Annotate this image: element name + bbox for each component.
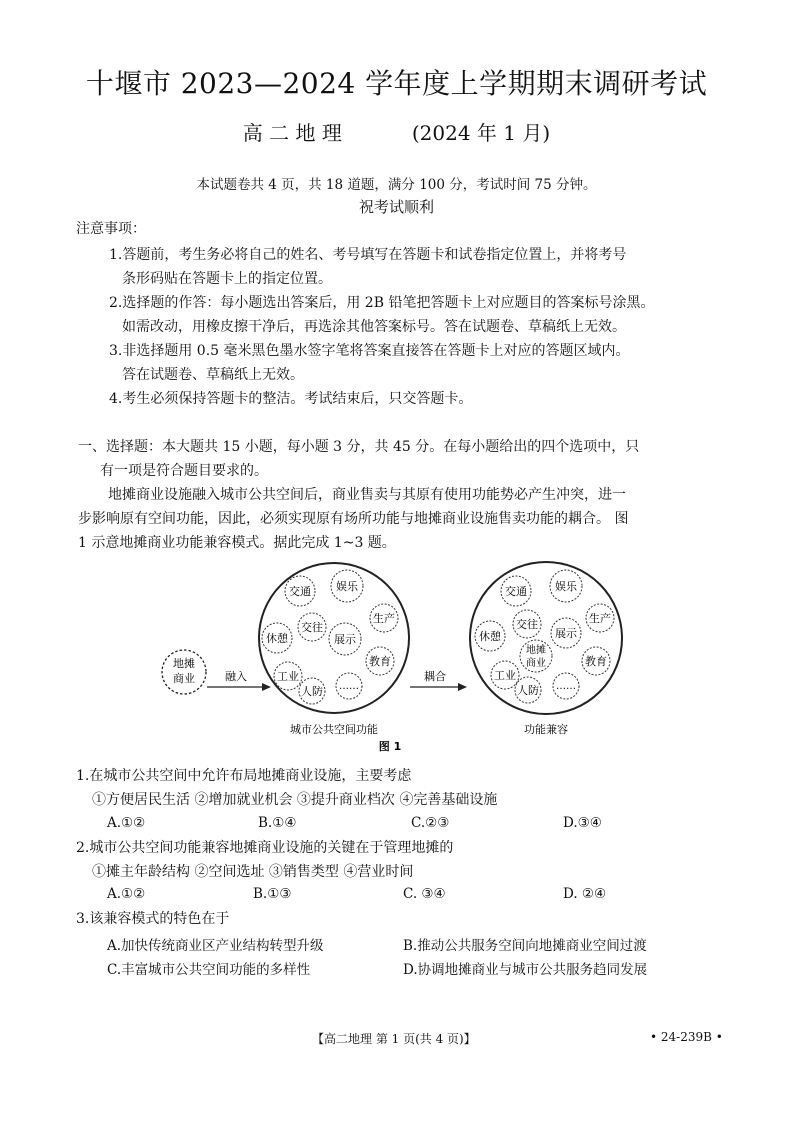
- figure-1: [150, 558, 650, 758]
- question-3-option-c[interactable]: C.丰富城市公共空间功能的多样性: [107, 962, 311, 978]
- left-diagram: [259, 563, 409, 736]
- notice-item: 1.答题前，考生务必将自己的姓名、考号填写在答题卡和试卷指定位置上，并将考号: [109, 247, 627, 263]
- exam-date: (2024 年 1 月): [411, 121, 551, 145]
- svg-text:人防: 人防: [517, 684, 539, 697]
- right-diagram: [470, 562, 622, 736]
- question-1-option-b[interactable]: B.①④: [258, 815, 297, 831]
- question-2-statements: ①摊主年龄结构 ②空间选址 ③销售类型 ④营业时间: [92, 864, 414, 880]
- svg-text:交通: 交通: [505, 585, 527, 598]
- arrow-1-head: [262, 683, 271, 691]
- svg-text:生产: 生产: [589, 612, 611, 625]
- paper-code: • 24-239B •: [650, 1030, 723, 1044]
- exam-title: 十堰市 2023—2024 学年度上学期期末调研考试: [85, 67, 708, 100]
- arrow-1-label: 融入: [225, 670, 247, 683]
- arrow-2-head: [458, 683, 467, 691]
- svg-text:工业: 工业: [277, 670, 299, 683]
- svg-text:……: ……: [339, 681, 359, 692]
- svg-text:娱乐: 娱乐: [555, 580, 577, 593]
- svg-text:交往: 交往: [516, 618, 538, 631]
- notice-item: 答在试题卷、草稿纸上无效。: [122, 367, 304, 383]
- svg-text:人防: 人防: [301, 685, 323, 698]
- question-2-option-d[interactable]: D. ②④: [563, 886, 607, 902]
- arrow-2-label: 耦合: [424, 670, 446, 683]
- svg-text:地摊: 地摊: [173, 657, 195, 670]
- notice-item: 条形码贴在答题卡上的指定位置。: [122, 271, 332, 287]
- notice-item: 3.非选择题用 0.5 毫米黑色墨水签字笔将答案直接答在答题卡上对应的答题区域内。: [109, 343, 630, 359]
- section-heading-cont: 有一项是符合题目要求的。: [100, 463, 268, 479]
- question-2-stem: 2.城市公共空间功能兼容地摊商业设施的关键在于管理地摊的: [76, 840, 454, 856]
- question-1-option-c[interactable]: C.②③: [411, 815, 450, 831]
- figure-label: 图 1: [378, 740, 402, 753]
- question-2-option-c[interactable]: C. ③④: [403, 886, 446, 902]
- svg-text:教育: 教育: [369, 655, 391, 668]
- svg-text:商业: 商业: [526, 658, 546, 669]
- source-circle: [162, 650, 206, 694]
- left-caption: 城市公共空间功能: [290, 723, 378, 736]
- question-1-option-a[interactable]: A.①②: [107, 815, 146, 831]
- question-3-option-a[interactable]: A.加快传统商业区产业结构转型升级: [107, 938, 324, 954]
- exam-subtitle: [0, 117, 793, 146]
- passage-line: 地摊商业设施融入城市公共空间后，商业售卖与其原有使用功能势必产生冲突，进一: [108, 487, 626, 503]
- notice-item: 如需改动，用橡皮擦干净后，再选涂其他答案标号。答在试题卷、草稿纸上无效。: [122, 319, 626, 335]
- svg-text:地摊: 地摊: [526, 645, 546, 656]
- question-3-stem: 3.该兼容模式的特色在于: [76, 911, 230, 927]
- question-3-option-b[interactable]: B.推动公共服务空间向地摊商业空间过渡: [403, 938, 647, 954]
- passage-line: 步影响原有空间功能，因此，必须实现原有场所功能与地摊商业设施售卖功能的耦合。 图: [78, 511, 629, 527]
- svg-text:教育: 教育: [585, 655, 607, 668]
- svg-text:展示: 展示: [555, 627, 577, 640]
- svg-text:交往: 交往: [301, 621, 323, 634]
- question-2-option-a[interactable]: A.①②: [107, 886, 146, 902]
- svg-text:商业: 商业: [173, 672, 195, 685]
- svg-text:展示: 展示: [334, 633, 356, 646]
- right-caption: 功能兼容: [524, 723, 568, 736]
- svg-text:交通: 交通: [289, 585, 311, 598]
- notice-item: 2.选择题的作答：每小题选出答案后，用 2B 铅笔把答题卡上对应题目的答案标号涂黑。: [109, 295, 655, 311]
- passage-line: 1 示意地摊商业功能兼容模式。据此完成 1~3 题。: [78, 535, 396, 551]
- good-luck-text: 祝考试顺利: [358, 198, 434, 216]
- svg-text:娱乐: 娱乐: [336, 580, 358, 593]
- section-heading: 一、选择题：本大题共 15 小题，每小题 3 分，共 45 分。在每小题给出的四个选项中，只: [78, 439, 640, 455]
- subject-label: 高 二 地 理: [242, 121, 342, 145]
- question-1-statements: ①方便居民生活 ②增加就业机会 ③提升商业档次 ④完善基础设施: [92, 792, 498, 808]
- svg-text:工业: 工业: [494, 669, 516, 682]
- question-3-option-d[interactable]: D.协调地摊商业与城市公共服务趋同发展: [403, 962, 648, 978]
- svg-text:休憩: 休憩: [479, 630, 501, 643]
- svg-text:……: ……: [556, 681, 576, 692]
- question-1-option-d[interactable]: D.③④: [563, 815, 602, 831]
- question-2-option-b[interactable]: B.①③: [253, 886, 292, 902]
- exam-info: 本试题卷共 4 页，共 18 道题，满分 100 分，考试时间 75 分钟。: [196, 177, 597, 193]
- page-footer: 【高二地理 第 1 页(共 4 页)】: [312, 1032, 476, 1046]
- svg-text:生产: 生产: [373, 612, 395, 625]
- notice-heading: 注意事项：: [76, 221, 146, 237]
- question-1-stem: 1.在城市公共空间中允许布局地摊商业设施，主要考虑: [76, 768, 412, 784]
- svg-text:休憩: 休憩: [266, 632, 288, 645]
- notice-item: 4.考生必须保持答题卡的整洁。考试结束后，只交答题卡。: [109, 391, 473, 407]
